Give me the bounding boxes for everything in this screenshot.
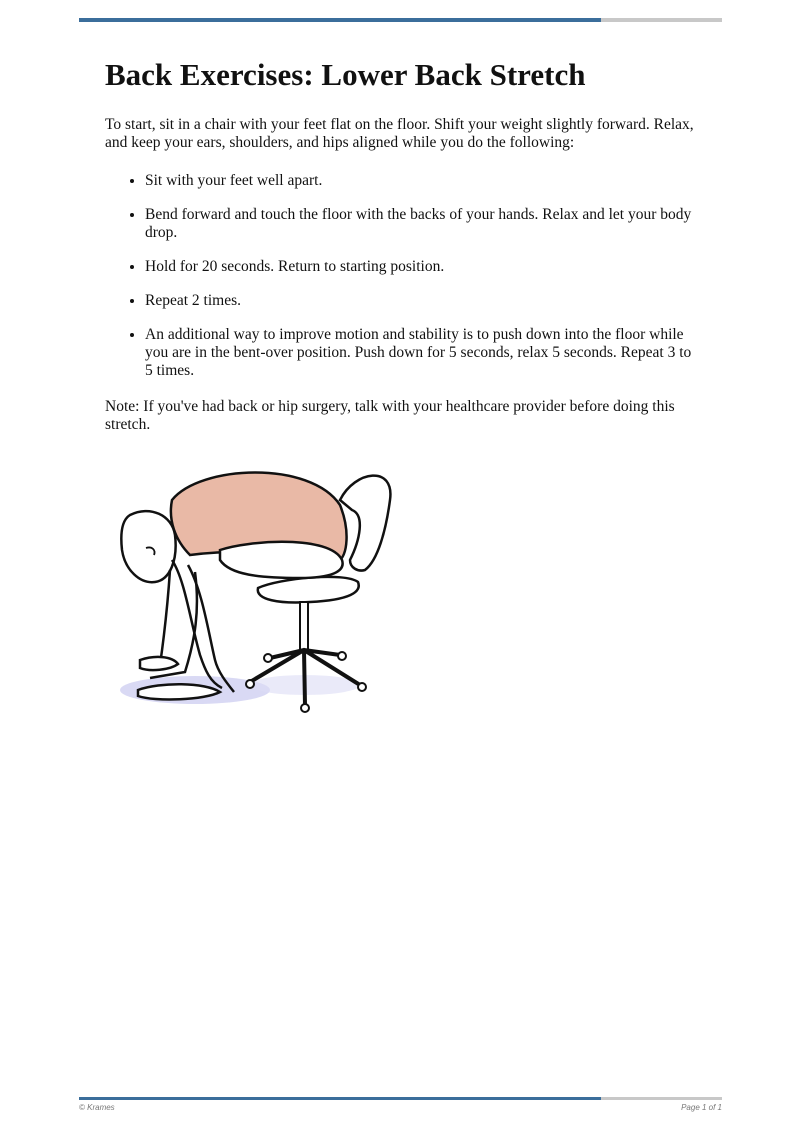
footer-rule-accent <box>79 1097 601 1100</box>
list-item: • Sit with your feet well apart. <box>145 172 695 190</box>
copyright: © Krames <box>79 1103 115 1112</box>
note-paragraph: Note: If you've had back or hip surgery, talk with your healthcare provider before doing this stretch. <box>105 398 675 433</box>
page-title: Back Exercises: Lower Back Stretch <box>105 57 586 92</box>
list-item: • Repeat 2 times. <box>145 292 695 310</box>
document-body <box>105 56 695 434</box>
header-rule-accent <box>79 18 601 22</box>
header-rule <box>79 18 722 22</box>
footer-rule <box>79 1097 722 1100</box>
list-item: • An additional way to improve motion and stability is to push down into the floor while you are in the bent-over position. Push down for 5 seconds, relax 5 seconds. Repeat 3 to 5 times. <box>145 326 695 380</box>
list-item: • Hold for 20 seconds. Return to starting position. <box>145 258 695 276</box>
page-number: Page 1 of 1 <box>681 1103 722 1112</box>
intro-paragraph: To start, sit in a chair with your feet flat on the floor. Shift your weight slightly forward. Relax, and keep your ears, shoulders, and hips aligned while you do the following: <box>105 116 694 151</box>
list-item: • Bend forward and touch the floor with the backs of your hands. Relax and let your body drop. <box>145 206 695 242</box>
lower-back-stretch-illustration <box>110 460 400 720</box>
steps-list <box>105 172 695 380</box>
